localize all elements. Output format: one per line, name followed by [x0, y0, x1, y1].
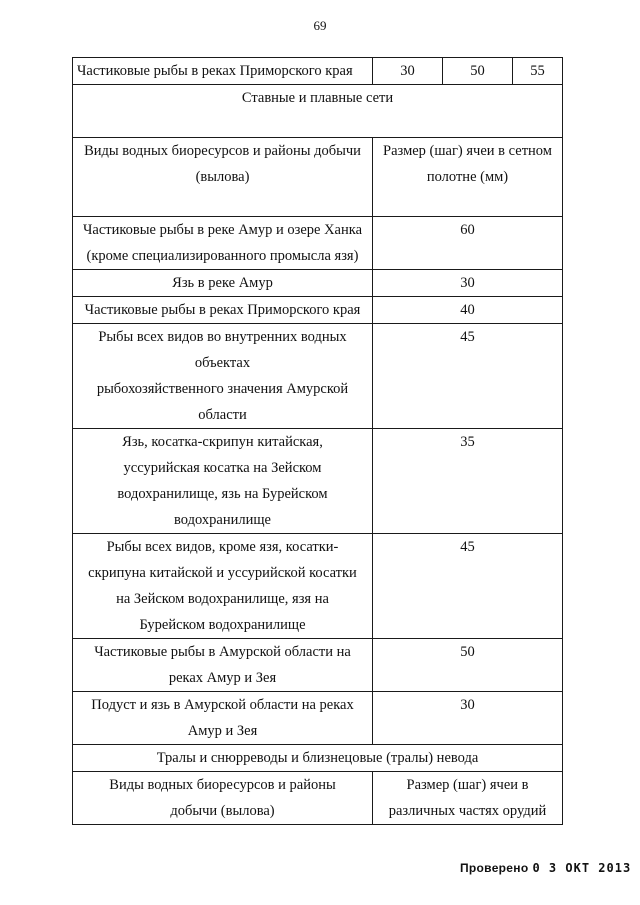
section-trawls-col1-header-line: добычи (вылова) [170, 803, 275, 819]
net-row [73, 217, 563, 270]
net-row-label-line: Рыбы всех видов, кроме язя, косатки- [106, 539, 339, 555]
section-trawls-header-row [73, 772, 563, 825]
net-row-label-line: объектах [194, 355, 251, 371]
top-row-value-1: 30 [373, 58, 443, 85]
net-row-label-line: области [198, 407, 247, 423]
page-number: 69 [313, 18, 327, 33]
net-row [73, 639, 563, 692]
section-nets-col2-header-line: полотне (мм) [426, 169, 509, 185]
net-row-label-line: Бурейском водохранилище [139, 617, 306, 633]
net-row-label-line: Язь в реке Амур [172, 275, 273, 291]
net-row [73, 324, 563, 429]
net-row-value: 30 [373, 692, 563, 745]
net-row-label [73, 429, 373, 534]
verification-footer [460, 861, 631, 875]
net-row-label [73, 639, 373, 692]
net-row-label-line: Частиковые рыбы в реках Приморского края [84, 302, 361, 318]
net-row [73, 692, 563, 745]
net-row-value: 45 [373, 324, 563, 429]
net-row-label [73, 270, 373, 297]
net-row-label [73, 297, 373, 324]
net-row-label-line: водохранилище, язь на Бурейском [117, 486, 328, 502]
net-row-label [73, 692, 373, 745]
net-row-label-line: на Зейском водохранилище, язя на [116, 591, 329, 607]
net-row-value: 60 [373, 217, 563, 270]
net-row-label-line: реках Амур и Зея [168, 670, 277, 686]
net-row-value: 40 [373, 297, 563, 324]
net-row-value: 50 [373, 639, 563, 692]
net-row-value: 45 [373, 534, 563, 639]
net-row-label-line: скрипуна китайской и уссурийской косатки [88, 565, 357, 581]
section-nets-header-row [73, 138, 563, 217]
net-row [73, 297, 563, 324]
net-row [73, 429, 563, 534]
section-trawls-col2-header-line: Размер (шаг) ячеи в [406, 777, 529, 793]
section-trawls-title: Тралы и снюрреводы и близнецовые (тралы) невода [73, 745, 563, 772]
section-nets-col1-header [73, 138, 373, 217]
net-row-label-line: Язь, косатка-скрипун китайская, [122, 434, 323, 450]
section-trawls-col2-header-line: различных частях орудий [388, 803, 547, 819]
checked-label: Проверено [460, 861, 529, 875]
net-row-label-line: водохранилище [174, 512, 271, 528]
section-nets-col1-header-line: (вылова) [195, 169, 250, 185]
section-trawls-title-row [73, 745, 563, 772]
section-trawls-col1-header [73, 772, 373, 825]
top-row [73, 58, 563, 85]
top-row-value-3: 55 [513, 58, 563, 85]
net-row-label [73, 217, 373, 270]
section-nets-col2-header [373, 138, 563, 217]
net-row-label [73, 324, 373, 429]
regulation-table [72, 57, 563, 825]
section-nets-title-row [73, 85, 563, 138]
net-row-label-line: Частиковые рыбы в Амурской области на [94, 644, 351, 660]
net-row [73, 534, 563, 639]
net-row-label-line: (кроме специализированного промысла язя) [86, 248, 359, 264]
top-row-label: Частиковые рыбы в реках Приморского края [73, 58, 373, 85]
section-trawls-col1-header-line: Виды водных биоресурсов и районы [109, 777, 336, 793]
net-row [73, 270, 563, 297]
section-nets-col1-header-line: Виды водных биоресурсов и районы добычи [84, 143, 361, 159]
section-trawls-col2-header [373, 772, 563, 825]
top-row-value-2: 50 [443, 58, 513, 85]
net-row-label-line: Амур и Зея [187, 723, 258, 739]
net-row-value: 35 [373, 429, 563, 534]
net-row-label [73, 534, 373, 639]
net-row-label-line: рыбохозяйственного значения Амурской [96, 381, 349, 397]
net-row-label-line: Рыбы всех видов во внутренних водных [98, 329, 347, 345]
net-row-label-line: уссурийская косатка на Зейском [123, 460, 322, 476]
section-nets-title: Ставные и плавные сети [73, 85, 563, 138]
net-row-label-line: Подуст и язь в Амурской области на реках [91, 697, 354, 713]
net-row-value: 30 [373, 270, 563, 297]
section-nets-col2-header-line: Размер (шаг) ячеи в сетном [383, 143, 552, 159]
date-stamp: 0 3 ОКТ 2013 [532, 861, 632, 875]
net-row-label-line: Частиковые рыбы в реке Амур и озере Ханка [82, 222, 363, 238]
